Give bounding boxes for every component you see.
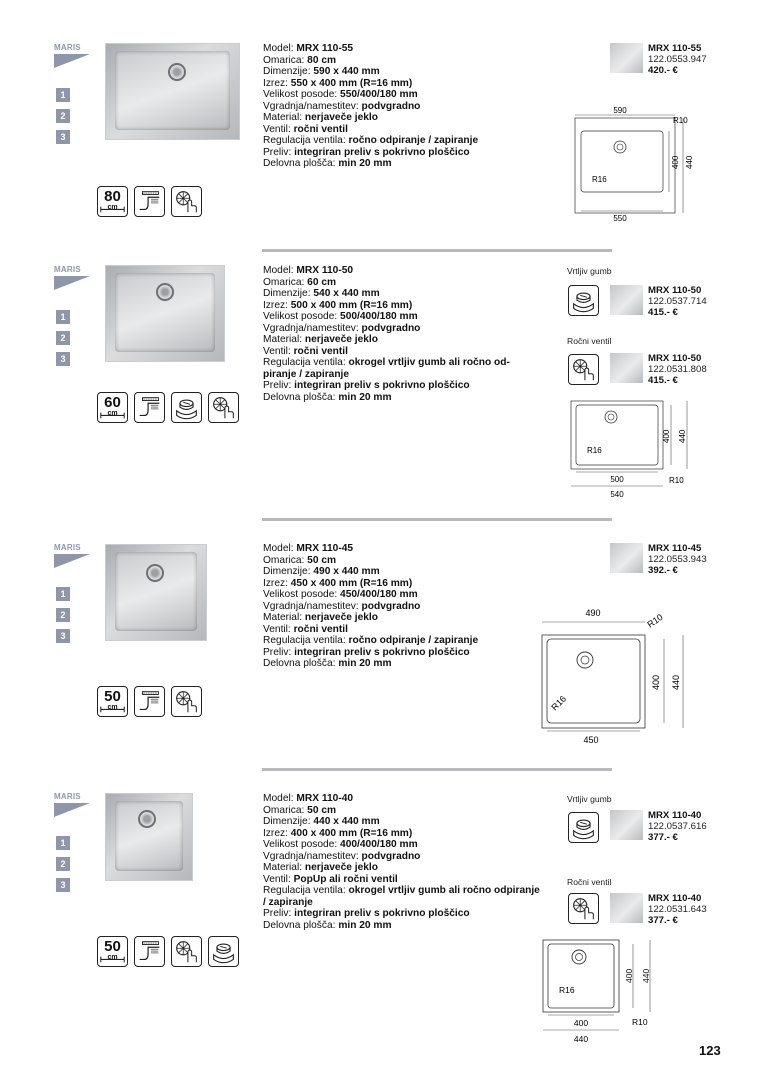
brand-marker xyxy=(54,43,94,68)
brand-triangle-icon xyxy=(54,276,90,290)
sink-photo xyxy=(105,544,207,641)
dim-inner-width: 550 xyxy=(613,214,627,223)
step-number: 1 xyxy=(56,587,70,601)
brand-triangle-icon xyxy=(54,554,90,568)
dim-height: 440 xyxy=(685,155,694,169)
technical-drawing xyxy=(565,103,705,228)
dim-height: 440 xyxy=(678,429,687,443)
product-code: 122.0553.943 xyxy=(648,554,707,565)
dim-width: 490 xyxy=(585,608,601,618)
spec-list: Model: MRX 110-55 Omarica: 80 cm Dimenzije: 590 x 440 mm Izrez: 550 x 400 mm (R=16 mm) Velikost posode: 550/400/180 mm Vgradnja/namestitev: podvgradno Material: nerjaveče jeklo Ventil: ročni ventil Regulacija ventila: ročno odpiranje / zapiranje Preliv: integriran preliv s pokrivno ploščico Delovna plošča: min 20 mm xyxy=(263,43,479,169)
product-price-block xyxy=(610,810,707,843)
finish-swatch xyxy=(610,543,643,573)
brand-label: MARIS xyxy=(54,43,81,52)
product-code: 122.0531.808 xyxy=(648,364,707,375)
cabinet-size-icon xyxy=(97,686,128,717)
finish-swatch xyxy=(610,893,643,923)
rotary-knob-icon xyxy=(568,285,599,316)
dim-radius-outer: R10 xyxy=(632,1017,648,1027)
step-number: 1 xyxy=(56,836,70,850)
finish-swatch xyxy=(610,43,643,73)
variant-label: Vrtljiv gumb xyxy=(567,794,612,804)
variant-label: Ročni ventil xyxy=(567,336,612,346)
feature-icons xyxy=(97,686,202,717)
product-price: 415.- € xyxy=(648,307,678,318)
step-number: 3 xyxy=(56,130,70,144)
overflow-icon xyxy=(134,686,165,717)
overflow-icon xyxy=(134,392,165,423)
brand-marker xyxy=(54,265,94,290)
step-number: 3 xyxy=(56,629,70,643)
step-numbers xyxy=(56,836,70,899)
overflow-icon xyxy=(134,936,165,967)
section-divider xyxy=(262,518,612,521)
dim-inner-width: 450 xyxy=(583,735,599,745)
variant-label: Ročni ventil xyxy=(567,877,612,887)
sink-photo xyxy=(105,265,225,362)
dim-inner-height: 400 xyxy=(662,429,671,443)
product-price: 377.- € xyxy=(648,915,678,926)
dim-inner-height: 400 xyxy=(624,968,634,983)
cabinet-unit: cm xyxy=(107,954,118,961)
page-number: 123 xyxy=(699,1043,721,1058)
section-divider xyxy=(262,249,612,252)
step-number: 3 xyxy=(56,878,70,892)
technical-drawing xyxy=(535,603,695,753)
rotary-knob-icon xyxy=(171,392,202,423)
cabinet-size: 80 xyxy=(104,188,121,205)
overflow-icon xyxy=(134,186,165,217)
step-number: 1 xyxy=(56,88,70,102)
sink-photo xyxy=(105,793,193,881)
step-number: 3 xyxy=(56,352,70,366)
step-numbers xyxy=(56,587,70,650)
step-number: 2 xyxy=(56,109,70,123)
cabinet-unit: cm xyxy=(107,410,118,417)
brand-triangle-icon xyxy=(54,54,90,68)
rotary-knob-icon xyxy=(568,812,599,843)
product-price: 377.- € xyxy=(648,832,678,843)
cabinet-size: 60 xyxy=(104,394,121,411)
feature-icons xyxy=(97,936,239,967)
dim-width: 590 xyxy=(613,106,627,115)
product-model: MRX 110-40 xyxy=(648,810,702,821)
product-code: 122.0537.714 xyxy=(648,296,707,307)
step-number: 2 xyxy=(56,331,70,345)
dim-radius-inner: R16 xyxy=(587,446,602,455)
product-price-block xyxy=(610,43,707,76)
cabinet-size-icon xyxy=(97,186,128,217)
cabinet-size: 50 xyxy=(104,938,121,955)
technical-drawing xyxy=(563,398,703,503)
product-model: MRX 110-40 xyxy=(648,893,702,904)
manual-valve-icon xyxy=(568,354,599,385)
cabinet-size-icon xyxy=(97,936,128,967)
product-model: MRX 110-45 xyxy=(648,543,702,554)
dim-inner-width: 500 xyxy=(610,475,624,484)
dim-radius-outer: R10 xyxy=(669,476,684,485)
product-model: MRX 110-50 xyxy=(648,285,702,296)
manual-valve-icon xyxy=(568,893,599,924)
product-price: 415.- € xyxy=(648,375,678,386)
finish-swatch xyxy=(610,353,643,383)
dim-height: 440 xyxy=(641,968,651,983)
product-price-block xyxy=(610,285,707,318)
spec-list: Model: MRX 110-40 Omarica: 50 cm Dimenzije: 440 x 440 mm Izrez: 400 x 400 mm (R=16 mm) Velikost posode: 400/400/180 mm Vgradnja/namestitev: podvgradno Material: nerjaveče jeklo Ventil: PopUp ali ročni ventil Regulacija ventila: okrogel vrtljiv gumb ali ročno odpiranje / zapiranje Preliv: integriran preliv s pokrivno ploščico Delovna plošča: min 20 mm xyxy=(263,793,540,931)
step-number: 1 xyxy=(56,310,70,324)
variant-label: Vrtljiv gumb xyxy=(567,266,612,276)
step-number: 2 xyxy=(56,857,70,871)
step-number: 2 xyxy=(56,608,70,622)
spec-list: Model: MRX 110-45 Omarica: 50 cm Dimenzije: 490 x 440 mm Izrez: 450 x 400 mm (R=16 mm) Velikost posode: 450/400/180 mm Vgradnja/namestitev: podvgradno Material: nerjaveče jeklo Ventil: ročni ventil Regulacija ventila: ročno odpiranje / zapiranje Preliv: integriran preliv s pokrivno ploščico Delovna plošča: min 20 mm xyxy=(263,543,479,669)
spec-list: Model: MRX 110-50 Omarica: 60 cm Dimenzije: 540 x 440 mm Izrez: 500 x 400 mm (R=16 mm) Velikost posode: 500/400/180 mm Vgradnja/namestitev: podvgradno Material: nerjaveče jeklo Ventil: ročni ventil Regulacija ventila: okrogel vrtljiv gumb ali ročno od- piranje / zapiranje Preliv: integriran preliv s pokrivno ploščico Delovna plošča: min 20 mm xyxy=(263,265,510,403)
dim-inner-width: 400 xyxy=(573,1018,589,1028)
technical-drawing xyxy=(538,937,668,1047)
dim-radius-outer: R10 xyxy=(645,611,665,630)
dim-width: 440 xyxy=(573,1034,589,1044)
brand-label: MARIS xyxy=(54,265,81,274)
product-price: 420.- € xyxy=(648,65,678,76)
manual-valve-icon xyxy=(208,392,239,423)
dim-radius-inner: R16 xyxy=(559,985,575,995)
dim-radius-inner: R16 xyxy=(549,693,569,713)
dim-radius-inner: R16 xyxy=(592,175,607,184)
rotary-knob-icon xyxy=(208,936,239,967)
product-price-block xyxy=(610,543,707,576)
cabinet-size: 50 xyxy=(104,688,121,705)
brand-label: MARIS xyxy=(54,792,81,801)
dim-radius-outer: R10 xyxy=(673,116,688,125)
brand-marker xyxy=(54,543,94,568)
product-code: 122.0537.616 xyxy=(648,821,707,832)
product-model: MRX 110-50 xyxy=(648,353,702,364)
section-divider xyxy=(262,768,612,771)
dim-inner-height: 400 xyxy=(651,674,661,690)
dim-inner-height: 400 xyxy=(671,155,680,169)
brand-marker xyxy=(54,792,94,817)
step-numbers xyxy=(56,310,70,373)
cabinet-size-icon xyxy=(97,392,128,423)
finish-swatch xyxy=(610,285,643,315)
manual-valve-icon xyxy=(171,686,202,717)
manual-valve-icon xyxy=(171,186,202,217)
sink-photo xyxy=(105,43,240,140)
cabinet-unit: cm xyxy=(107,204,118,211)
brand-triangle-icon xyxy=(54,803,90,817)
finish-swatch xyxy=(610,810,643,840)
manual-valve-icon xyxy=(171,936,202,967)
product-price-block xyxy=(610,353,707,386)
dim-height: 440 xyxy=(671,674,681,690)
product-price-block xyxy=(610,893,707,926)
step-numbers xyxy=(56,88,70,151)
dim-width: 540 xyxy=(610,490,624,499)
brand-label: MARIS xyxy=(54,543,81,552)
feature-icons xyxy=(97,186,202,217)
product-code: 122.0553.947 xyxy=(648,54,707,65)
cabinet-unit: cm xyxy=(107,704,118,711)
feature-icons xyxy=(97,392,239,423)
product-model: MRX 110-55 xyxy=(648,43,702,54)
product-price: 392.- € xyxy=(648,565,678,576)
product-code: 122.0531.643 xyxy=(648,904,707,915)
